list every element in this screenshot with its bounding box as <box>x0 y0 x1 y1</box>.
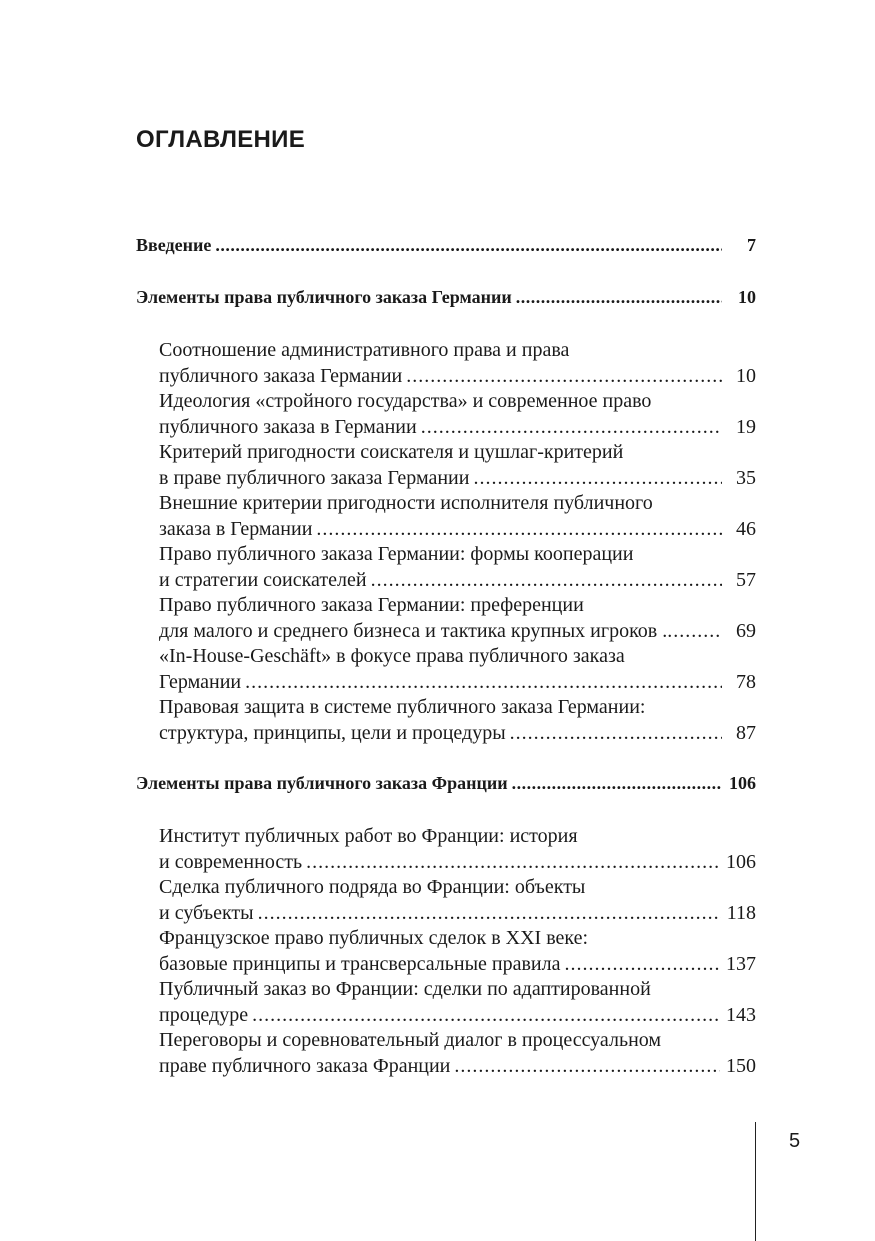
toc-entry-line1: Правовая защита в системе публичного заказа Германии: <box>159 696 646 718</box>
toc-entry <box>136 875 756 926</box>
toc-entry-line2: заказа в Германии <box>159 517 313 540</box>
toc-entry <box>136 491 756 542</box>
toc-entry-line1: Публичный заказ во Франции: сделки по адаптированной <box>159 978 651 1000</box>
toc-page-number: 10 <box>738 287 756 307</box>
toc-entry <box>136 440 756 491</box>
toc-entry-line2: праве публичного заказа Франции <box>159 1054 451 1077</box>
toc-entry-line2: и субъекты <box>159 901 254 924</box>
leader-dots <box>512 768 722 798</box>
toc-entry-line1: Право публичного заказа Германии: преференции <box>159 594 584 616</box>
toc-entry-line1: Переговоры и соревновательный диалог в процессуальном <box>159 1029 662 1051</box>
toc-entry-line1: Критерий пригодности соискателя и цушлаг-критерий <box>159 441 624 463</box>
leader-dots <box>510 721 722 747</box>
toc-chapter-title: Элементы права публичного заказа Франции <box>136 773 508 793</box>
toc-page-number: 69 <box>736 619 756 642</box>
toc-entry-line2: в праве публичного заказа Германии <box>159 466 470 489</box>
leader-dots <box>516 282 722 312</box>
toc-entry <box>136 338 756 389</box>
toc-entry-line2: структура, принципы, цели и процедуры <box>159 721 506 744</box>
leader-dots <box>406 364 722 390</box>
toc-entry-line2: базовые принципы и трансверсальные правила <box>159 952 561 975</box>
toc-page-number: 78 <box>736 670 756 693</box>
toc-entry <box>136 926 756 977</box>
page-margin-rule <box>755 1122 756 1241</box>
leader-dots <box>371 568 722 594</box>
toc-entry-line1: Идеология «стройного государства» и современное право <box>159 390 652 412</box>
toc-entry-line2: процедуре <box>159 1003 249 1026</box>
toc-entry-line1: Соотношение административного права и права <box>159 339 570 361</box>
leader-dots <box>316 517 722 543</box>
toc-entry <box>136 542 756 593</box>
table-of-contents <box>136 230 756 1079</box>
page-title: ОГЛАВЛЕНИЕ <box>136 126 306 153</box>
toc-page-number: 87 <box>736 721 756 744</box>
leader-dots <box>215 230 722 260</box>
toc-line <box>136 230 756 260</box>
toc-section-france <box>136 824 756 1079</box>
toc-page-number: 19 <box>736 415 756 438</box>
toc-chapter-intro <box>136 230 756 260</box>
toc-entry-line1: Внешние критерии пригодности исполнителя публичного <box>159 492 653 514</box>
toc-entry-line1: «In-House-Geschäft» в фокусе права публичного заказа <box>159 645 625 667</box>
leader-dots <box>564 952 720 978</box>
toc-entry-line1: Сделка публичного подряда во Франции: объекты <box>159 876 586 898</box>
leader-dots <box>252 1003 720 1029</box>
toc-chapter-france <box>136 768 756 798</box>
toc-page-number: 150 <box>726 1054 756 1077</box>
leader-dots <box>421 415 722 441</box>
toc-page-number: 143 <box>726 1003 756 1026</box>
toc-entry <box>136 695 756 746</box>
toc-page-number: 57 <box>736 568 756 591</box>
toc-entry-line2: Германии <box>159 670 242 693</box>
toc-page-number: 10 <box>736 364 756 387</box>
toc-entry <box>136 977 756 1028</box>
toc-page-number: 106 <box>729 773 756 793</box>
leader-dots <box>667 619 722 645</box>
toc-entry <box>136 389 756 440</box>
toc-page-number: 118 <box>726 901 756 924</box>
toc-page-number: 137 <box>726 952 756 975</box>
toc-entry <box>136 824 756 875</box>
toc-page-number: 35 <box>736 466 756 489</box>
leader-dots <box>245 670 722 696</box>
leader-dots <box>473 466 722 492</box>
toc-entry <box>136 1028 756 1079</box>
toc-entry <box>136 644 756 695</box>
toc-chapter-germany <box>136 282 756 312</box>
toc-line <box>136 768 756 798</box>
toc-entry-line1: Французское право публичных сделок в XXI веке: <box>159 927 589 949</box>
toc-chapter-title: Введение <box>136 235 212 255</box>
toc-page-number: 7 <box>747 235 756 255</box>
toc-page-number: 46 <box>736 517 756 540</box>
toc-entry-line2: для малого и среднего бизнеса и тактика крупных игроков . <box>159 619 668 642</box>
leader-dots <box>454 1054 720 1080</box>
leader-dots <box>306 850 720 876</box>
leader-dots <box>258 901 721 927</box>
toc-line <box>136 282 756 312</box>
toc-page-number: 106 <box>726 850 756 873</box>
toc-entry-line2: и современность <box>159 850 303 873</box>
toc-entry <box>136 593 756 644</box>
toc-entry-line1: Институт публичных работ во Франции: история <box>159 825 578 847</box>
toc-entry-line2: и стратегии соискателей <box>159 568 367 591</box>
toc-section-germany <box>136 338 756 746</box>
toc-chapter-title: Элементы права публичного заказа Германии <box>136 287 512 307</box>
toc-entry-line2: публичного заказа Германии <box>159 364 403 387</box>
toc-entry-line2: публичного заказа в Германии <box>159 415 417 438</box>
toc-entry-line1: Право публичного заказа Германии: формы кооперации <box>159 543 634 565</box>
page-number: 5 <box>789 1130 801 1152</box>
